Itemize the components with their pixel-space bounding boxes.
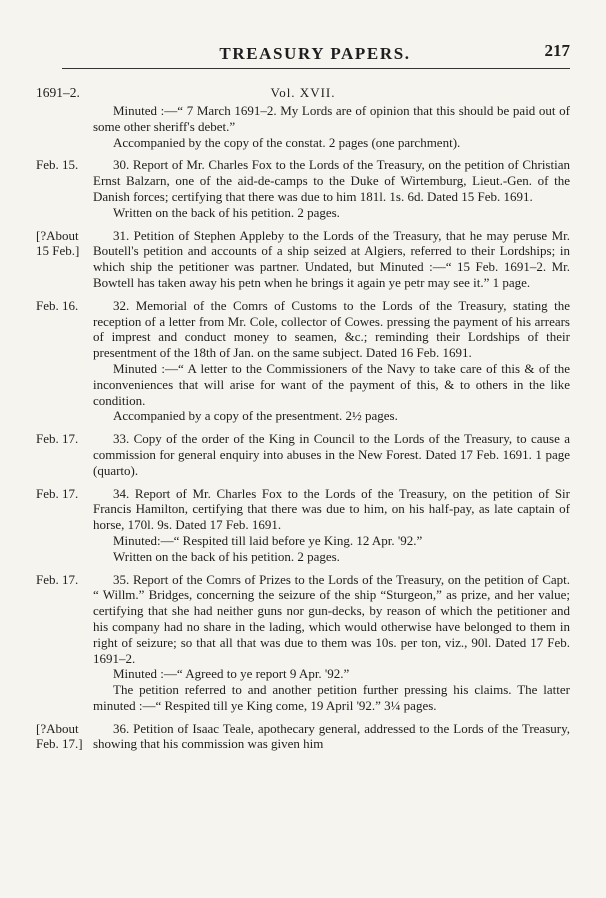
entry — [36, 572, 570, 714]
entry-paragraph: 36. Petition of Isaac Teale, apothecary general, addressed to the Lords of the Treasury, showing that his commission was given him — [93, 720, 570, 752]
entry-body — [93, 228, 570, 291]
entry-date: Feb. 15. — [36, 157, 79, 173]
entry-paragraph: 32. Memorial of the Comrs of Customs to the Lords of the Treasury, stating the reception of a letter from Mr. Cole, collector of Cowes. pressing the payment of his arrears of imprest and conduct money to seamen, &c.; reminding their Lordships of their presentment of the 18th of Jan. on the same subject. Dated 16 Feb. 1691. — [93, 297, 570, 361]
entry-date: [?About Feb. 17.] — [36, 720, 83, 752]
entry — [36, 103, 570, 150]
entry-paragraph: Minuted:—“ Respited till laid before ye King. 12 Apr. '92.” — [113, 532, 423, 548]
volume-row — [36, 85, 570, 103]
entry-paragraph: 30. Report of Mr. Charles Fox to the Lords of the Treasury, on the petition of Christian Ernst Balzarn, one of the aid-de-camps to the Duke of Wirtemburg, Lieut.-Gen. of the Danish forces; certifying that there was due to him 181l. 1s. 6d. Dated 15 Feb. 1691. — [93, 157, 570, 204]
entry-paragraph: 34. Report of Mr. Charles Fox to the Lords of the Treasury, on the petition of Sir Francis Hamilton, certifying that there was due to him, on his half-pay, as late captain of horse, 170l. 9s. Dated 17 Feb. 1691. — [93, 485, 570, 533]
entries-list — [36, 103, 570, 759]
entry-paragraph: Written on the back of his petition. 2 pages. — [113, 204, 340, 220]
entry-body — [93, 572, 570, 714]
page-number: 217 — [544, 41, 570, 60]
entry — [36, 298, 570, 424]
entry-paragraph: Minuted :—“ Agreed to ye report 9 Apr. '92.” — [113, 666, 350, 682]
volume-year: 1691–2. — [36, 85, 80, 100]
entry — [36, 157, 570, 220]
entry-paragraph: Minuted :—“ A letter to the Commissioners of the Navy to take care of this & of the inconveniences that will arise for want of the payment of this, & to others in the like condition. — [93, 360, 570, 408]
entry-body — [93, 721, 570, 753]
entry-paragraph: 33. Copy of the order of the King in Council to the Lords of the Treasury, to cause a commission for general enquiry into abuses in the New Forest. Dated 17 Feb. 1691. 1 page (quarto). — [93, 431, 570, 478]
entry — [36, 431, 570, 478]
entry-paragraph: Written on the back of his petition. 2 pages. — [113, 548, 340, 564]
header-rule — [62, 68, 570, 69]
entry — [36, 721, 570, 753]
entry-date: Feb. 17. — [36, 571, 79, 587]
entry-body — [93, 298, 570, 424]
entry — [36, 486, 570, 565]
entry-body — [93, 486, 570, 565]
entry-body — [93, 431, 570, 478]
entry-date: Feb. 17. — [36, 485, 79, 501]
entry-date — [36, 103, 93, 150]
volume-label: Vol. XVII. — [270, 85, 336, 100]
entry-paragraph: Minuted :—“ 7 March 1691–2. My Lords are of opinion that this should be paid out of some other sheriff's debet.” — [93, 103, 570, 134]
entry-paragraph: The petition referred to and another petition further pressing his claims. The latter minuted :—“ Respited till ye King come, 19 April '92.” 3¼ pages. — [93, 682, 570, 713]
entry-body — [93, 103, 570, 150]
entry-paragraph: 31. Petition of Stephen Appleby to the Lords of the Treasury, that he may peruse Mr. Boutell's petition and accounts of a ship seized at Algiers, referred to their Lordships; in which ship the petitioner was partner. Undated, but Minuted :—“ 15 Feb. 1691–2. Mr. Bowtell has taken away his petn when he brings it again ye petr may see it.” 1 page. — [93, 227, 570, 290]
running-head: TREASURY PAPERS. — [219, 44, 411, 63]
entry-date: [?About 15 Feb.] — [36, 227, 80, 259]
entry-paragraph: Accompanied by the copy of the constat. 2 pages (one parchment). — [113, 134, 461, 150]
page-header — [60, 40, 570, 64]
entry-date: Feb. 17. — [36, 431, 79, 447]
entry — [36, 228, 570, 291]
entry-paragraph: Accompanied by a copy of the presentment. 2½ pages. — [113, 408, 398, 424]
entry-body — [93, 157, 570, 220]
entry-paragraph: 35. Report of the Comrs of Prizes to the Lords of the Treasury, on the petition of Capt. “ Willm.” Bridges, concerning the seizure of the ship “Sturgeon,” as prize, and her value; certifying that she had neither guns nor gun-decks, by reason of which the petitioner and his company had no share in the lading, which would otherwise have belonged to them in right of seizure; so that all that was due to them was 10s. per ton, viz., 90l. Dated 17 Feb. 1691–2. — [93, 571, 570, 666]
entry-date: Feb. 16. — [36, 297, 79, 313]
